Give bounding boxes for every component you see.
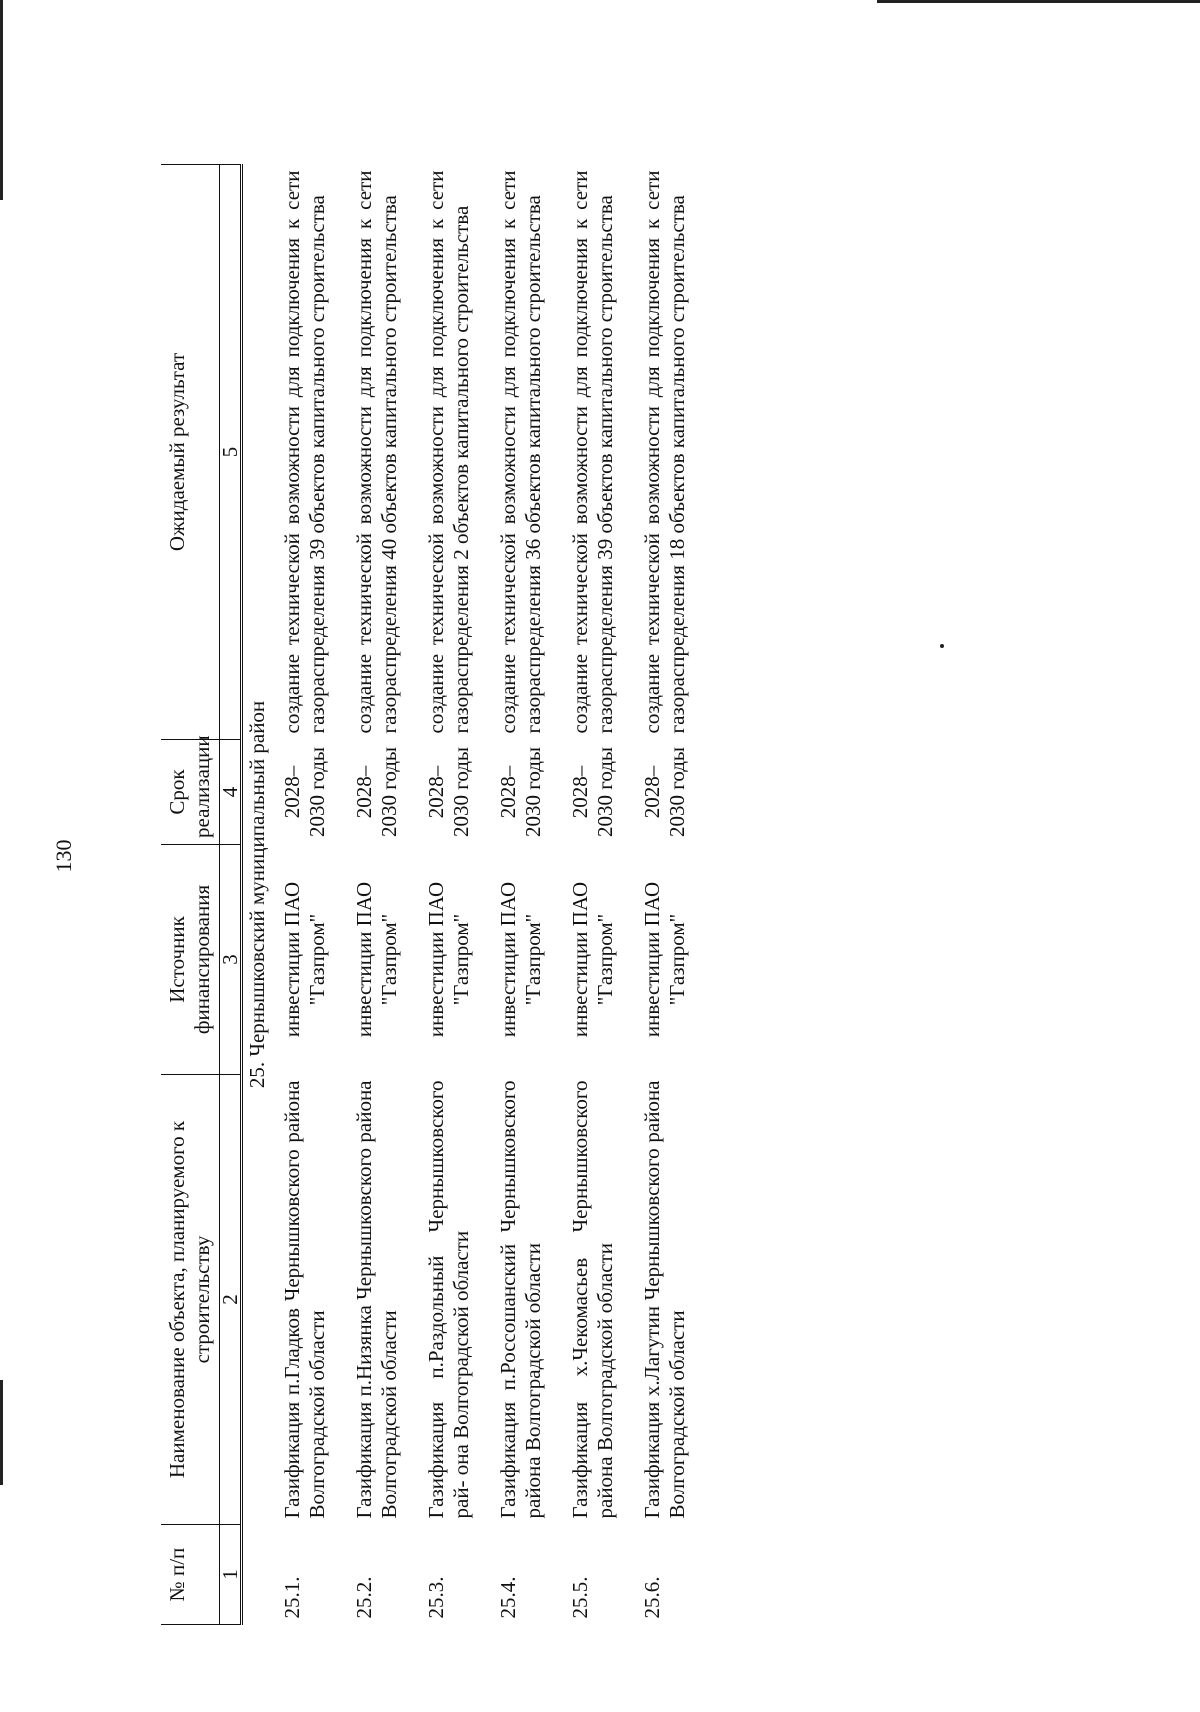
row-object-name: Газификация п.Гладков Чернышковского района Волгоградской области [280,1080,329,1519]
table-row [640,165,712,1625]
row-term: 2028–2030 годы [640,746,689,838]
row-funding-source: инвестиции ПАО "Газпром" [352,881,401,1038]
column-number: 4 [220,740,242,845]
header-object-name: Наименование объекта, планируемого к строительству [161,1075,220,1525]
row-object-name: Газификация п.Россошанский Чернышковского района Волгоградской области [496,1080,545,1519]
row-expected-result: создание технической возможности для подключения к сети газораспределения 36 объектов капитального строительства [496,170,545,734]
row-expected-result: создание технической возможности для подключения к сети газораспределения 39 объектов капитального строительства [568,170,617,734]
row-funding-source: инвестиции ПАО "Газпром" [280,881,329,1038]
row-expected-result: создание технической возможности для подключения к сети газораспределения 39 объектов капитального строительства [280,170,329,734]
row-number: 25.6. [640,1576,664,1619]
rotated-page-content [161,165,1200,1625]
row-expected-result: создание технической возможности для подключения к сети газораспределения 18 объектов капитального строительства [640,170,689,734]
row-object-name: Газификация х.Чекомасьев Чернышковского района Волгоградской области [568,1080,617,1519]
table-column-numbers-row [220,165,242,1625]
table-row [352,165,424,1625]
column-number: 1 [220,1525,242,1625]
row-number: 25.4. [496,1576,520,1619]
scan-edge-mark-top [877,0,1200,3]
row-object-name: Газификация п.Раздольный Чернышковского рай- она Волгоградской области [424,1080,473,1519]
column-number: 2 [220,1075,242,1525]
scan-speck [940,644,944,648]
column-number: 3 [220,845,242,1075]
row-term: 2028–2030 годы [352,746,401,838]
scan-edge-mark-left-top [0,0,3,200]
table-row [496,165,568,1625]
row-funding-source: инвестиции ПАО "Газпром" [640,881,689,1038]
table-row [568,165,640,1625]
row-number: 25.5. [568,1576,592,1619]
row-number: 25.2. [352,1576,376,1619]
header-term: Срок реализации [161,740,220,845]
row-object-name: Газификация п.Низянка Чернышковского района Волгоградской области [352,1080,401,1519]
table-row [424,165,496,1625]
header-number: № п/п [161,1525,220,1625]
row-term: 2028–2030 годы [568,746,617,838]
header-funding-source: Источник финансирования [161,845,220,1075]
row-number: 25.3. [424,1576,448,1619]
scan-edge-mark-left-bottom [0,1380,3,1485]
row-term: 2028–2030 годы [496,746,545,838]
row-expected-result: создание технической возможности для подключения к сети газораспределения 2 объектов капитального строительства [424,170,473,734]
table-row [280,165,352,1625]
row-expected-result: создание технической возможности для подключения к сети газораспределения 40 объектов капитального строительства [352,170,401,734]
page-number: 130 [51,839,76,873]
row-term: 2028–2030 годы [424,746,473,838]
row-object-name: Газификация х.Лагутин Чернышковского района Волгоградской области [640,1080,689,1519]
header-expected-result: Ожидаемый результат [161,165,220,740]
row-funding-source: инвестиции ПАО "Газпром" [568,881,617,1038]
section-title: 25. Чернышковский муниципальный район [245,700,269,1089]
column-number: 5 [220,165,242,740]
row-funding-source: инвестиции ПАО "Газпром" [424,881,473,1038]
row-number: 25.1. [280,1576,304,1619]
row-funding-source: инвестиции ПАО "Газпром" [496,881,545,1038]
section-row [242,165,281,1625]
gasification-plan-table [161,164,712,1625]
row-term: 2028–2030 годы [280,746,329,838]
table-header-row [161,165,220,1625]
